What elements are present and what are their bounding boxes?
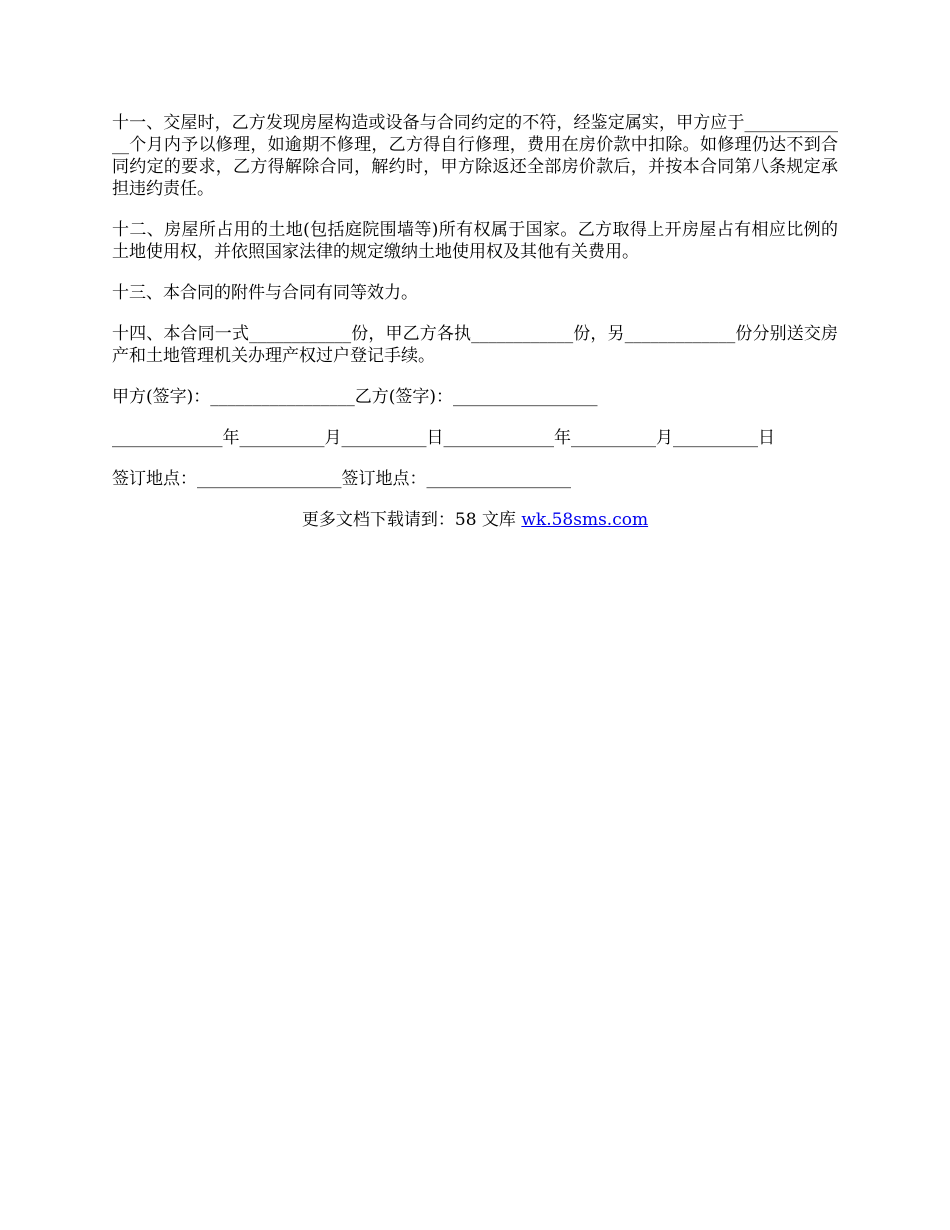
footer-link[interactable]: wk.58sms.com xyxy=(521,510,649,530)
footer xyxy=(112,509,838,531)
signature-line: 甲方(签字)：_________________乙方(签字)：_________________ xyxy=(112,387,598,407)
signing-place-line: 签订地点：_________________签订地点：_________________ xyxy=(112,469,571,489)
document-page xyxy=(112,112,838,531)
date-line: _____________年__________月__________日_____________年__________月__________日 xyxy=(112,428,775,448)
footer-text: 更多文档下载请到：58 文库 xyxy=(301,510,522,530)
clause-14: 十四、本合同一式____________份，甲乙方各执____________份，另_____________份分别送交房产和土地管理机关办理产权过户登记手续。 xyxy=(112,324,838,366)
clause-11: 十一、交屋时，乙方发现房屋构造或设备与合同约定的不符，经鉴定属实，甲方应于_____________个月内予以修理，如逾期不修理，乙方得自行修理，费用在房价款中扣除。如修理仍达不到合同约定的要求，乙方得解除合同，解约时，甲方除返还全部房价款后，并按本合同第八条规定承担违约责任。 xyxy=(112,113,838,199)
clause-12: 十二、房屋所占用的土地(包括庭院围墙等)所有权属于国家。乙方取得上开房屋占有相应比例的土地使用权，并依照国家法律的规定缴纳土地使用权及其他有关费用。 xyxy=(112,220,838,262)
clause-13: 十三、本合同的附件与合同有同等效力。 xyxy=(112,283,418,303)
